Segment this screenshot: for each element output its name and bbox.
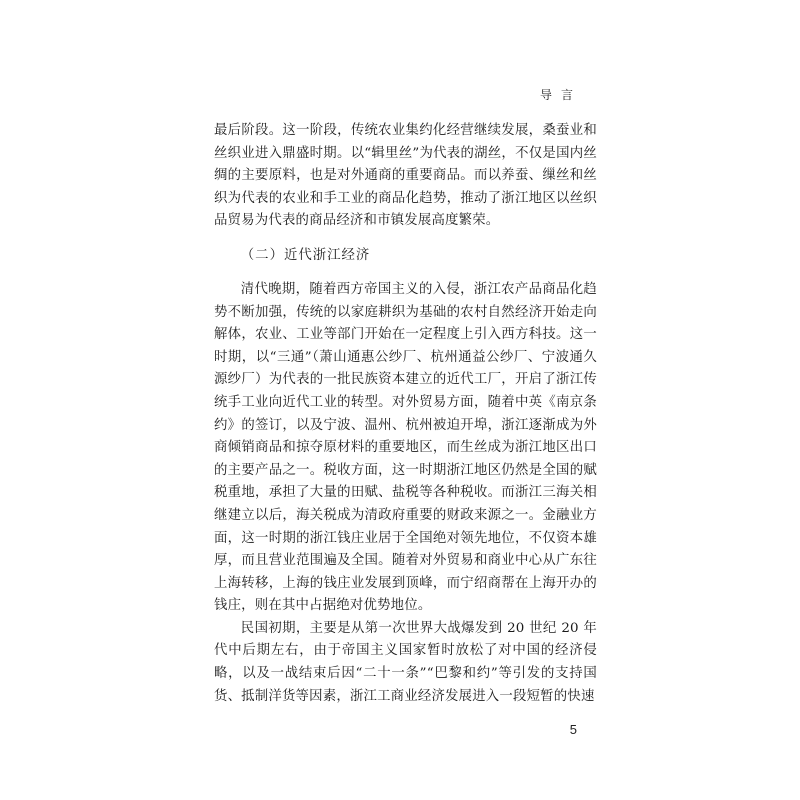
running-head: 导言 bbox=[539, 88, 582, 102]
body-text bbox=[214, 120, 597, 708]
section-heading: （二）近代浙江经济 bbox=[240, 247, 371, 263]
paragraph-continued: 最后阶段。这一阶段，传统农业集约化经营继续发展，桑蚕业和丝织业进入鼎盛时期。以“辑里丝”为代表的湖丝，不仅是国内丝绸的主要原料，也是对外通商的重要商品。而以养蚕、缫丝和丝织为代表的农业和手工业的商品化趋势，推动了浙江地区以丝织品贸易为代表的商品经济和市镇发展高度繁荣。 bbox=[214, 123, 597, 229]
page-number: 5 bbox=[569, 722, 577, 737]
paragraph-late-qing: 清代晚期，随着西方帝国主义的入侵，浙江农产品商品化趋势不断加强，传统的以家庭耕织为基础的农村自然经济开始走向解体，农业、工业等部门开始在一定程度上引入西方科技。这一时期，以“三通”（萧山通惠公纱厂、杭州通益公纱厂、宁波通久源纱厂）为代表的一批民族资本建立的近代工厂，开启了浙江传统手工业向近代工业的转型。对外贸易方面，随着中英《南京条约》的签订，以及宁波、温州、杭州被迫开埠，浙江逐渐成为外商倾销商品和掠夺原材料的重要地区，而生丝成为浙江地区出口的主要产品之一。税收方面，这一时期浙江地区仍然是全国的赋税重地，承担了大量的田赋、盐税等各种税收。而浙江三海关相继建立以后，海关税成为清政府重要的财政来源之一。金融业方面，这一时期的浙江钱庄业居于全国绝对领先地位，不仅资本雄厚，而且营业范围遍及全国。随着对外贸易和商业中心从广东往上海转移，上海的钱庄业发展到顶峰，而宁绍商帮在上海开办的钱庄，则在其中占据绝对优势地位。 bbox=[214, 281, 597, 614]
paragraph-early-republic: 民国初期，主要是从第一次世界大战爆发到 20 世纪 20 年代中后期左右，由于帝国主义国家暂时放松了对中国的经济侵略，以及一战结束后因“二十一条”“巴黎和约”等引发的支持国货、抵制洋货等因素，浙江工商业经济发展进入一段短暂的快速 bbox=[214, 620, 597, 704]
